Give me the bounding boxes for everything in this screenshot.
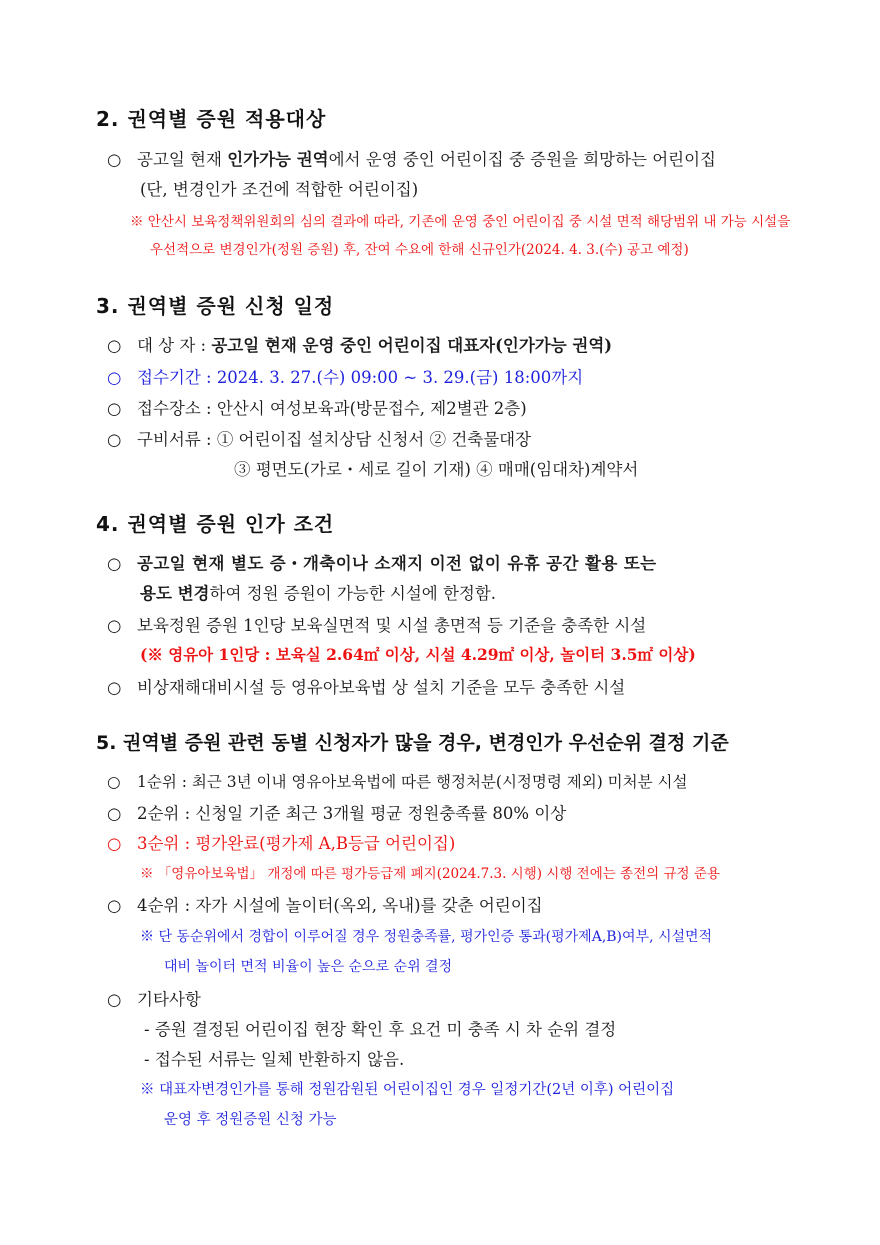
s5-priority-1: ○ 1순위 : 최근 3년 이내 영유아보육법에 따른 행정처분(시정명령 제외) 미처분 시설 — [107, 773, 688, 791]
s3-period: ○ 접수기간 : 2024. 3. 27.(수) 09:00 ~ 3. 29.(금) 18:00까지 — [107, 368, 584, 387]
s4-item-1: ○ 공고일 현재 별도 증・개축이나 소재지 이전 없이 유휴 공간 활용 또는 — [107, 554, 657, 573]
s5-priority-4: ○ 4순위 : 자가 시설에 놀이터(옥외, 옥내)를 갖춘 어린이집 — [107, 896, 543, 915]
s4-item-1-cont: 용도 변경하여 정원 증원이 가능한 시설에 한정함. — [140, 584, 497, 603]
s4-item-2: ○ 보육정원 증원 1인당 보육실면적 및 시설 총면적 등 기준을 충족한 시설 — [107, 616, 647, 635]
s3-target: ○ 대 상 자 : 공고일 현재 운영 중인 어린이집 대표자(인가가능 권역) — [107, 336, 613, 355]
section-3-title: 3. 권역별 증원 신청 일정 — [96, 294, 335, 318]
section-4-title: 4. 권역별 증원 인가 조건 — [96, 512, 335, 536]
s5-priority-3: ○ 3순위 : 평가완료(평가제 A,B등급 어린이집) — [107, 834, 456, 853]
s5-priority-2: ○ 2순위 : 신청일 기준 최근 3개월 평균 정원충족률 80% 이상 — [107, 804, 567, 823]
s2-note-line-2: 우선적으로 변경인가(정원 증원) 후, 잔여 수요에 한해 신규인가(2024. 4. 3.(수) 공고 예정) — [150, 242, 689, 258]
s3-place: ○ 접수장소 : 안산시 여성보육과(방문접수, 제2별관 2층) — [107, 399, 527, 418]
s4-item-3: ○ 비상재해대비시설 등 영유아보육법 상 설치 기준을 모두 충족한 시설 — [107, 678, 626, 697]
s5-priority-3-note: ※ 「영유아보육법」 개정에 따른 평가등급제 폐지(2024.7.3. 시행) 시행 전에는 종전의 규정 준용 — [140, 866, 720, 882]
s5-etc-note-1: ※ 대표자변경인가를 통해 정원감원된 어린이집인 경우 일정기간(2년 이후) 어린이집 — [140, 1082, 675, 1098]
s4-item-2-note: (※ 영유아 1인당 : 보육실 2.64㎡ 이상, 시설 4.29㎡ 이상, 놀이터 3.5㎡ 이상) — [140, 645, 696, 664]
s5-priority-4-note-1: ※ 단 동순위에서 경합이 이루어질 경우 정원충족률, 평가인증 통과(평가제A,B)여부, 시설면적 — [140, 929, 713, 945]
section-2-title: 2. 권역별 증원 적용대상 — [96, 107, 327, 131]
s5-etc: ○ 기타사항 — [107, 990, 201, 1009]
s5-etc-note-2: 운영 후 정원증원 신청 가능 — [164, 1112, 337, 1128]
bullet-circle: ○ — [107, 150, 122, 169]
s3-docs: ○ 구비서류 : ① 어린이집 설치상담 신청서 ② 건축물대장 — [107, 430, 532, 449]
s5-etc-item-1: - 증원 결정된 어린이집 현장 확인 후 요건 미 충족 시 차 순위 결정 — [144, 1020, 617, 1039]
s2-note-line-1: ※ 안산시 보육정책위원회의 심의 결과에 따라, 기존에 운영 중인 어린이집 중 시설 면적 해당범위 내 가능 시설을 — [130, 214, 791, 230]
s5-etc-item-2: - 접수된 서류는 일체 반환하지 않음. — [144, 1050, 405, 1069]
s2-item-1-cont: (단, 변경인가 조건에 적합한 어린이집) — [140, 180, 419, 199]
section-5-title: 5. 권역별 증원 관련 동별 신청자가 많을 경우, 변경인가 우선순위 결정 기준 — [96, 732, 729, 754]
s3-docs-cont: ③ 평면도(가로・세로 길이 기재) ④ 매매(임대차)계약서 — [234, 460, 639, 479]
s2-item-1: ○ 공고일 현재 인가가능 권역에서 운영 중인 어린이집 중 증원을 희망하는 어린이집 — [107, 150, 716, 169]
s5-priority-4-note-2: 대비 놀이터 면적 비율이 높은 순으로 순위 결정 — [164, 959, 453, 975]
